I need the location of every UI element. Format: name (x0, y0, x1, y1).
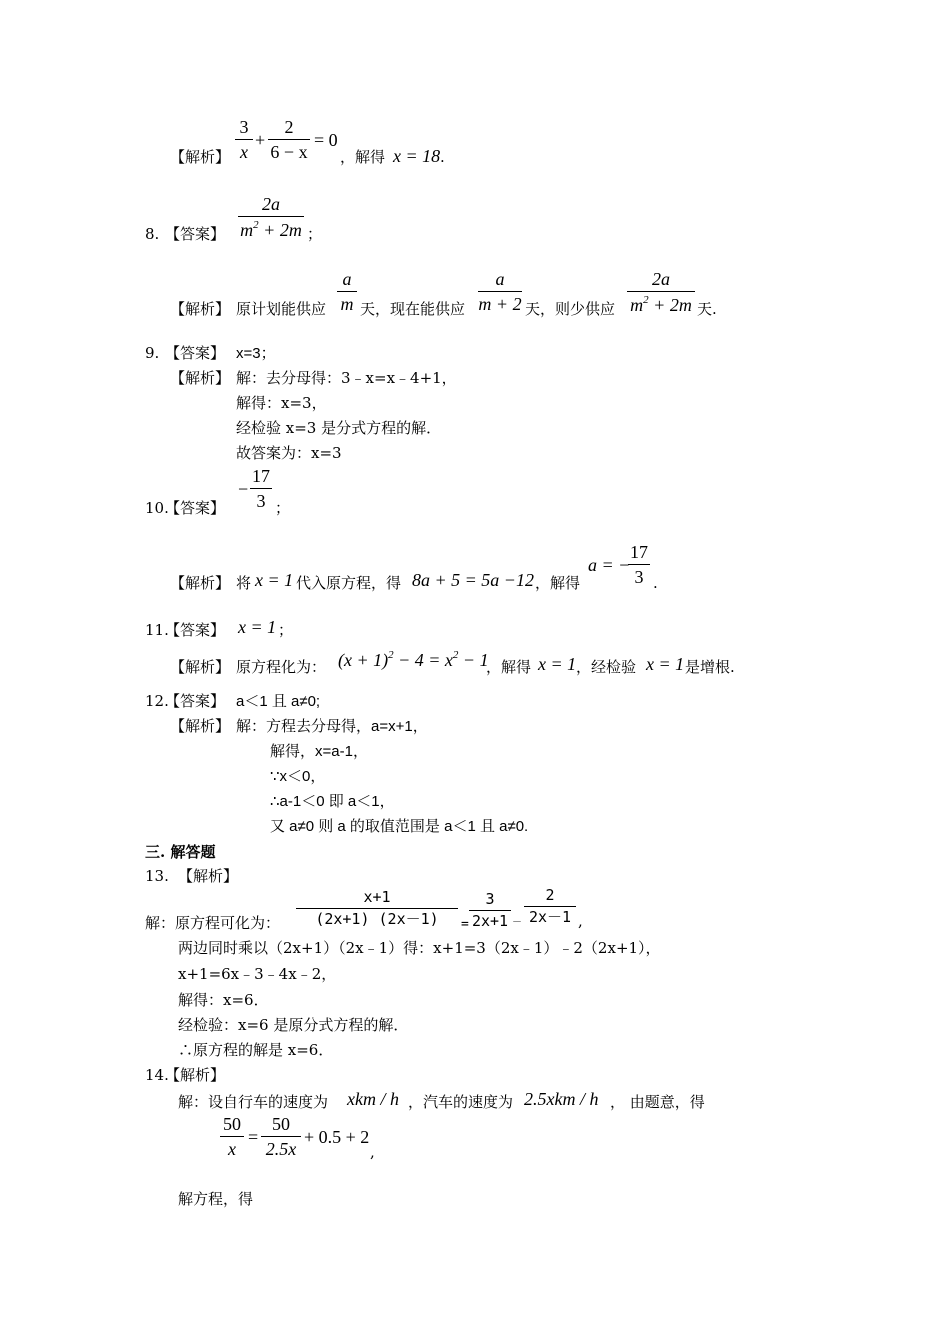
q10-ans-num: 17 (250, 467, 272, 489)
q13-f1-den: (2x+1) (2x－1) (315, 910, 439, 928)
q11-answer: x = 1 (238, 617, 277, 637)
q14-f2-num: 50 (261, 1115, 301, 1137)
q10-result-frac (628, 543, 650, 586)
q9-tag: 【答案】 (165, 344, 226, 362)
q8-f1 (337, 270, 357, 313)
q10-tag: 【答案】 (165, 499, 226, 517)
q10-semicolon: ； (275, 499, 291, 517)
q11-t2: ，解得 (486, 658, 532, 676)
q10-m1: x = 1 (255, 570, 294, 590)
q8-f3-den: $m^2 + 2m$ (630, 294, 692, 315)
q13-comma: , (578, 912, 583, 930)
q14-t2: ，汽车的速度为 (408, 1093, 514, 1111)
q8-f1-num: a (337, 270, 357, 292)
q14-f2-den: 2.5x (265, 1139, 297, 1159)
q8-f2-num: a (478, 270, 522, 292)
q10-tag2: 【解析】 (170, 574, 231, 592)
q13-tag: 【解析】 (178, 867, 239, 885)
q12-answer: a＜1 且 a≠0; (236, 693, 321, 710)
q14-l3: 解方程，得 (178, 1190, 254, 1208)
q13-frac3 (524, 888, 576, 925)
q13-f2-num: 3 (469, 892, 511, 911)
q12-tag2: 【解析】 (170, 717, 231, 735)
q13-l2: 两边同时乘以（2x+1）（2x﹣1）得：x+1=3（2x﹣1）﹣2（2x+1）， (178, 939, 661, 957)
q12-l5: 又 a≠0 则 a 的取值范围是 a＜1 且 a≠0. (270, 818, 529, 835)
q10-ans-sign: − (238, 479, 249, 499)
q7-plus: + (255, 130, 266, 150)
q12-l2: 解得，x=a-1， (270, 743, 368, 760)
q7-frac1-num: 3 (235, 118, 253, 140)
q12-l3: ∵x＜0， (270, 768, 326, 785)
q14-f1-num: 50 (220, 1115, 244, 1137)
q14-f1-den: x (228, 1139, 236, 1159)
q13-l6: ∴原方程的解是 x=6． (178, 1041, 334, 1059)
q14-m1: xkm / h (347, 1089, 399, 1109)
q14-t3: ， 由题意，得 (610, 1093, 705, 1111)
q13-number: 13. (145, 867, 169, 885)
q8-ans-den: $m^2 + 2m$ (240, 219, 302, 240)
q7-frac1-den: x (240, 142, 248, 162)
section3-title: 三. 解答题 (145, 843, 216, 861)
q7-text: ，解得 (340, 148, 386, 166)
q12-tag: 【答案】 (165, 692, 226, 710)
q10-r-den: 3 (634, 567, 644, 587)
q11-m1: x = 1 (538, 654, 577, 674)
q7-tag: 【解析】 (170, 148, 231, 166)
q11-t1: 原方程化为： (236, 658, 327, 676)
q11-tag2: 【解析】 (170, 658, 231, 676)
q14-frac1 (220, 1115, 244, 1158)
q7-frac1 (235, 118, 253, 161)
q10-t3: ，解得 (535, 574, 581, 592)
q7-frac2 (268, 118, 310, 161)
q9-tag2: 【解析】 (170, 369, 231, 387)
q8-tag2: 【解析】 (170, 300, 231, 318)
q8-f1-den: m (340, 294, 354, 314)
q14-number: 14. (145, 1066, 169, 1084)
q13-f3-num: 2 (524, 888, 576, 907)
q14-eq: = (248, 1127, 259, 1147)
q8-f3-num: 2a (627, 270, 695, 292)
q13-frac2 (469, 892, 511, 929)
q8-tag: 【答案】 (165, 225, 226, 243)
q11-m2: x = 1 (646, 654, 685, 674)
q10-t2: 代入原方程，得 (296, 574, 402, 592)
q8-t3: 天，则少供应 (525, 300, 616, 318)
q9-number: 9. (145, 344, 160, 362)
q14-m2: 2.5xkm / h (524, 1089, 599, 1109)
q13-l4: 解得：x=6． (178, 991, 269, 1009)
q9-l2: 解得：x=3， (236, 394, 327, 412)
q9-l3: 经检验 x=3 是分式方程的解． (236, 419, 442, 437)
q11-t3: ，经检验 (576, 658, 637, 676)
q13-f2-den: 2x+1 (471, 912, 509, 930)
q14-tag: 【解析】 (165, 1066, 226, 1084)
q14-tail: + 0.5 + 2 (304, 1127, 370, 1147)
q13-eq: = (461, 917, 469, 932)
q13-lead: 解：原方程可化为： (145, 914, 281, 932)
q10-m3: a = − (588, 555, 631, 575)
q8-t1: 原计划能供应 (236, 300, 327, 318)
q13-f3-den: 2x－1 (528, 908, 572, 926)
q8-t4: 天. (697, 300, 717, 318)
q10-r-num: 17 (628, 543, 650, 565)
q14-comma: , (370, 1143, 375, 1161)
q9-answer: x=3； (236, 345, 276, 362)
q11-tag: 【答案】 (165, 621, 226, 639)
q11-eq: $(x + 1)^2 - 4 = x^2 - 1$ (338, 649, 489, 670)
q10-m2: 8a + 5 = 5a −12 (412, 570, 534, 590)
q8-semicolon: ； (307, 225, 323, 243)
q14-t1: 解：设自行车的速度为 (178, 1093, 329, 1111)
q13-minus: － (512, 917, 522, 928)
q11-number: 11. (145, 621, 169, 639)
q8-number: 8. (145, 225, 160, 243)
q7-frac2-num: 2 (268, 118, 310, 140)
q8-answer-frac (238, 195, 304, 239)
q10-number: 10. (145, 499, 169, 517)
q9-l4: 故答案为：x=3 (236, 444, 342, 462)
q14-frac2 (261, 1115, 301, 1158)
q13-f1-num: x+1 (296, 890, 458, 909)
q7-result: x = 18 (393, 146, 441, 166)
q10-t1: 将 (236, 574, 252, 592)
q8-f2-den: m + 2 (478, 294, 522, 314)
q9-l1: 解：去分母得：3﹣x=x﹣4+1， (236, 369, 457, 387)
q8-f2 (478, 270, 522, 313)
q11-t4: 是增根. (685, 658, 735, 676)
q7-period: . (440, 148, 445, 166)
q7-equals-zero: = 0 (314, 130, 338, 150)
q13-l3: x+1=6x﹣3﹣4x﹣2， (178, 965, 337, 983)
q12-l1: 解：方程去分母得，a=x+1， (236, 718, 428, 735)
q10-answer-frac (250, 467, 272, 510)
q11-semicolon: ； (278, 621, 294, 639)
q8-t2: 天，现在能供应 (360, 300, 466, 318)
q13-l5: 经检验：x=6 是原分式方程的解． (178, 1016, 409, 1034)
q10-ans-den: 3 (256, 491, 266, 511)
q12-number: 12. (145, 692, 169, 710)
q10-period: . (653, 574, 658, 592)
q7-frac2-den: 6 − x (270, 142, 308, 162)
q13-frac1 (296, 890, 458, 927)
q12-l4: ∴a-1＜0 即 a＜1， (270, 793, 395, 810)
q8-f3 (627, 270, 695, 314)
q8-ans-num: 2a (238, 195, 304, 217)
